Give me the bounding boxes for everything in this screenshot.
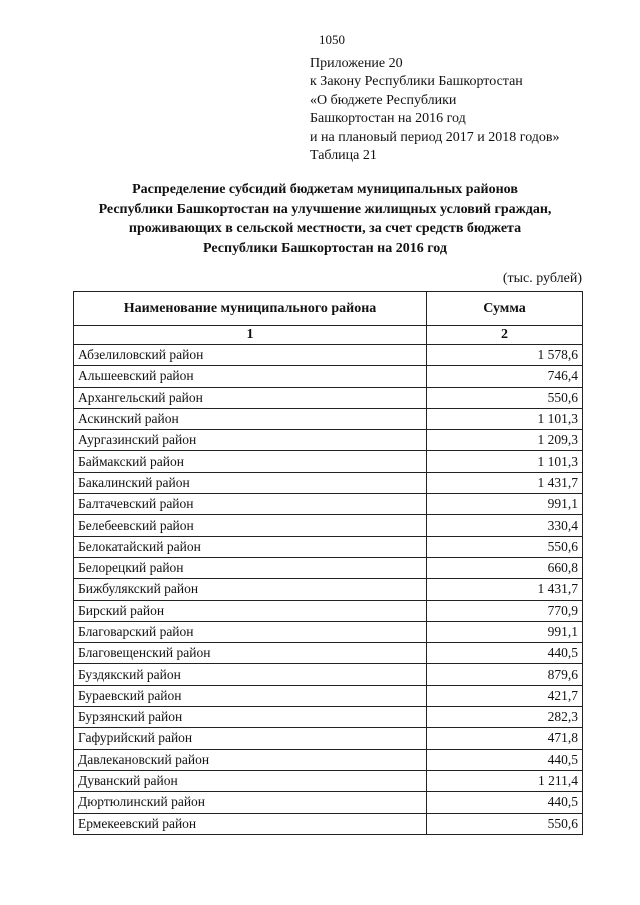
district-name-cell: Благовещенский район	[74, 643, 427, 664]
district-name-cell: Благоварский район	[74, 621, 427, 642]
sum-cell: 440,5	[427, 749, 583, 770]
district-name-cell: Ермекеевский район	[74, 813, 427, 834]
sum-cell: 1 101,3	[427, 408, 583, 429]
district-name-cell: Белокатайский район	[74, 536, 427, 557]
sum-cell: 1 578,6	[427, 345, 583, 366]
title-line: Республики Башкортостан на 2016 год	[203, 240, 447, 256]
district-name-cell: Бурзянский район	[74, 707, 427, 728]
district-name-cell: Абзелиловский район	[74, 345, 427, 366]
table-row	[74, 792, 583, 813]
table-column-number-row	[74, 326, 583, 345]
district-name-cell: Бижбулякский район	[74, 579, 427, 600]
district-name-cell: Бакалинский район	[74, 472, 427, 493]
table-header-row	[74, 292, 583, 326]
district-name-cell: Бураевский район	[74, 685, 427, 706]
table-row	[74, 536, 583, 557]
table-row	[74, 451, 583, 472]
district-name-cell: Аургазинский район	[74, 430, 427, 451]
title-line: Распределение субсидий бюджетам муниципальных районов	[132, 182, 518, 197]
table-row	[74, 387, 583, 408]
sum-cell: 1 431,7	[427, 472, 583, 493]
table-row	[74, 472, 583, 493]
district-name-cell: Балтачевский район	[74, 494, 427, 515]
sum-cell: 660,8	[427, 557, 583, 578]
appendix-line: Приложение 20	[310, 56, 403, 71]
table-row	[74, 770, 583, 791]
district-name-cell: Буздякский район	[74, 664, 427, 685]
sum-cell: 471,8	[427, 728, 583, 749]
subsidy-table	[73, 291, 583, 835]
sum-cell: 879,6	[427, 664, 583, 685]
page-number: 1050	[319, 32, 345, 47]
column-number-1: 1	[74, 326, 427, 345]
sum-cell: 1 431,7	[427, 579, 583, 600]
table-row	[74, 728, 583, 749]
table-row	[74, 494, 583, 515]
table-row	[74, 664, 583, 685]
district-name-cell: Бирский район	[74, 600, 427, 621]
title-line: проживающих в сельской местности, за счет средств бюджета	[128, 221, 522, 236]
table-row	[74, 366, 583, 387]
district-name-cell: Давлекановский район	[74, 749, 427, 770]
district-name-cell: Аскинский район	[74, 408, 427, 429]
table-row	[74, 685, 583, 706]
appendix-line: Башкортостан на 2016 год	[310, 111, 466, 127]
sum-cell: 770,9	[427, 600, 583, 621]
sum-cell: 1 101,3	[427, 451, 583, 472]
sum-cell: 440,5	[427, 643, 583, 664]
table-body	[74, 345, 583, 835]
table-row	[74, 643, 583, 664]
sum-cell: 1 209,3	[427, 430, 583, 451]
district-name-cell: Баймакский район	[74, 451, 427, 472]
header-sum: Сумма	[427, 292, 583, 326]
table-row	[74, 749, 583, 770]
sum-cell: 421,7	[427, 685, 583, 706]
table-row	[74, 345, 583, 366]
district-name-cell: Гафурийский район	[74, 728, 427, 749]
appendix-line: и на плановый период 2017 и 2018 годов»	[310, 129, 560, 145]
sum-cell: 330,4	[427, 515, 583, 536]
unit-note: (тыс. рублей)	[502, 271, 582, 286]
document-title	[60, 180, 590, 258]
district-name-cell: Белорецкий район	[74, 557, 427, 578]
table-row	[74, 430, 583, 451]
sum-cell: 550,6	[427, 813, 583, 834]
district-name-cell: Альшеевский район	[74, 366, 427, 387]
table-row	[74, 557, 583, 578]
sum-cell: 550,6	[427, 536, 583, 557]
table-row	[74, 707, 583, 728]
table-row	[74, 621, 583, 642]
district-name-cell: Дюртюлинский район	[74, 792, 427, 813]
table-row	[74, 813, 583, 834]
sum-cell: 746,4	[427, 366, 583, 387]
sum-cell: 1 211,4	[427, 770, 583, 791]
district-name-cell: Дуванский район	[74, 770, 427, 791]
table-row	[74, 600, 583, 621]
title-line: Республики Башкортостан на улучшение жилищных условий граждан,	[98, 201, 552, 217]
sum-cell: 991,1	[427, 494, 583, 515]
sum-cell: 991,1	[427, 621, 583, 642]
sum-cell: 550,6	[427, 387, 583, 408]
sum-cell: 440,5	[427, 792, 583, 813]
appendix-line: «О бюджете Республики	[310, 92, 457, 108]
appendix-line: Таблица 21	[310, 148, 377, 164]
header-district-name: Наименование муниципального района	[74, 292, 427, 326]
table-row	[74, 515, 583, 536]
district-name-cell: Белебеевский район	[74, 515, 427, 536]
appendix-block	[310, 55, 560, 165]
sum-cell: 282,3	[427, 707, 583, 728]
district-name-cell: Архангельский район	[74, 387, 427, 408]
appendix-line: к Закону Республики Башкортостан	[310, 74, 523, 90]
table-row	[74, 408, 583, 429]
column-number-2: 2	[427, 326, 583, 345]
table-row	[74, 579, 583, 600]
